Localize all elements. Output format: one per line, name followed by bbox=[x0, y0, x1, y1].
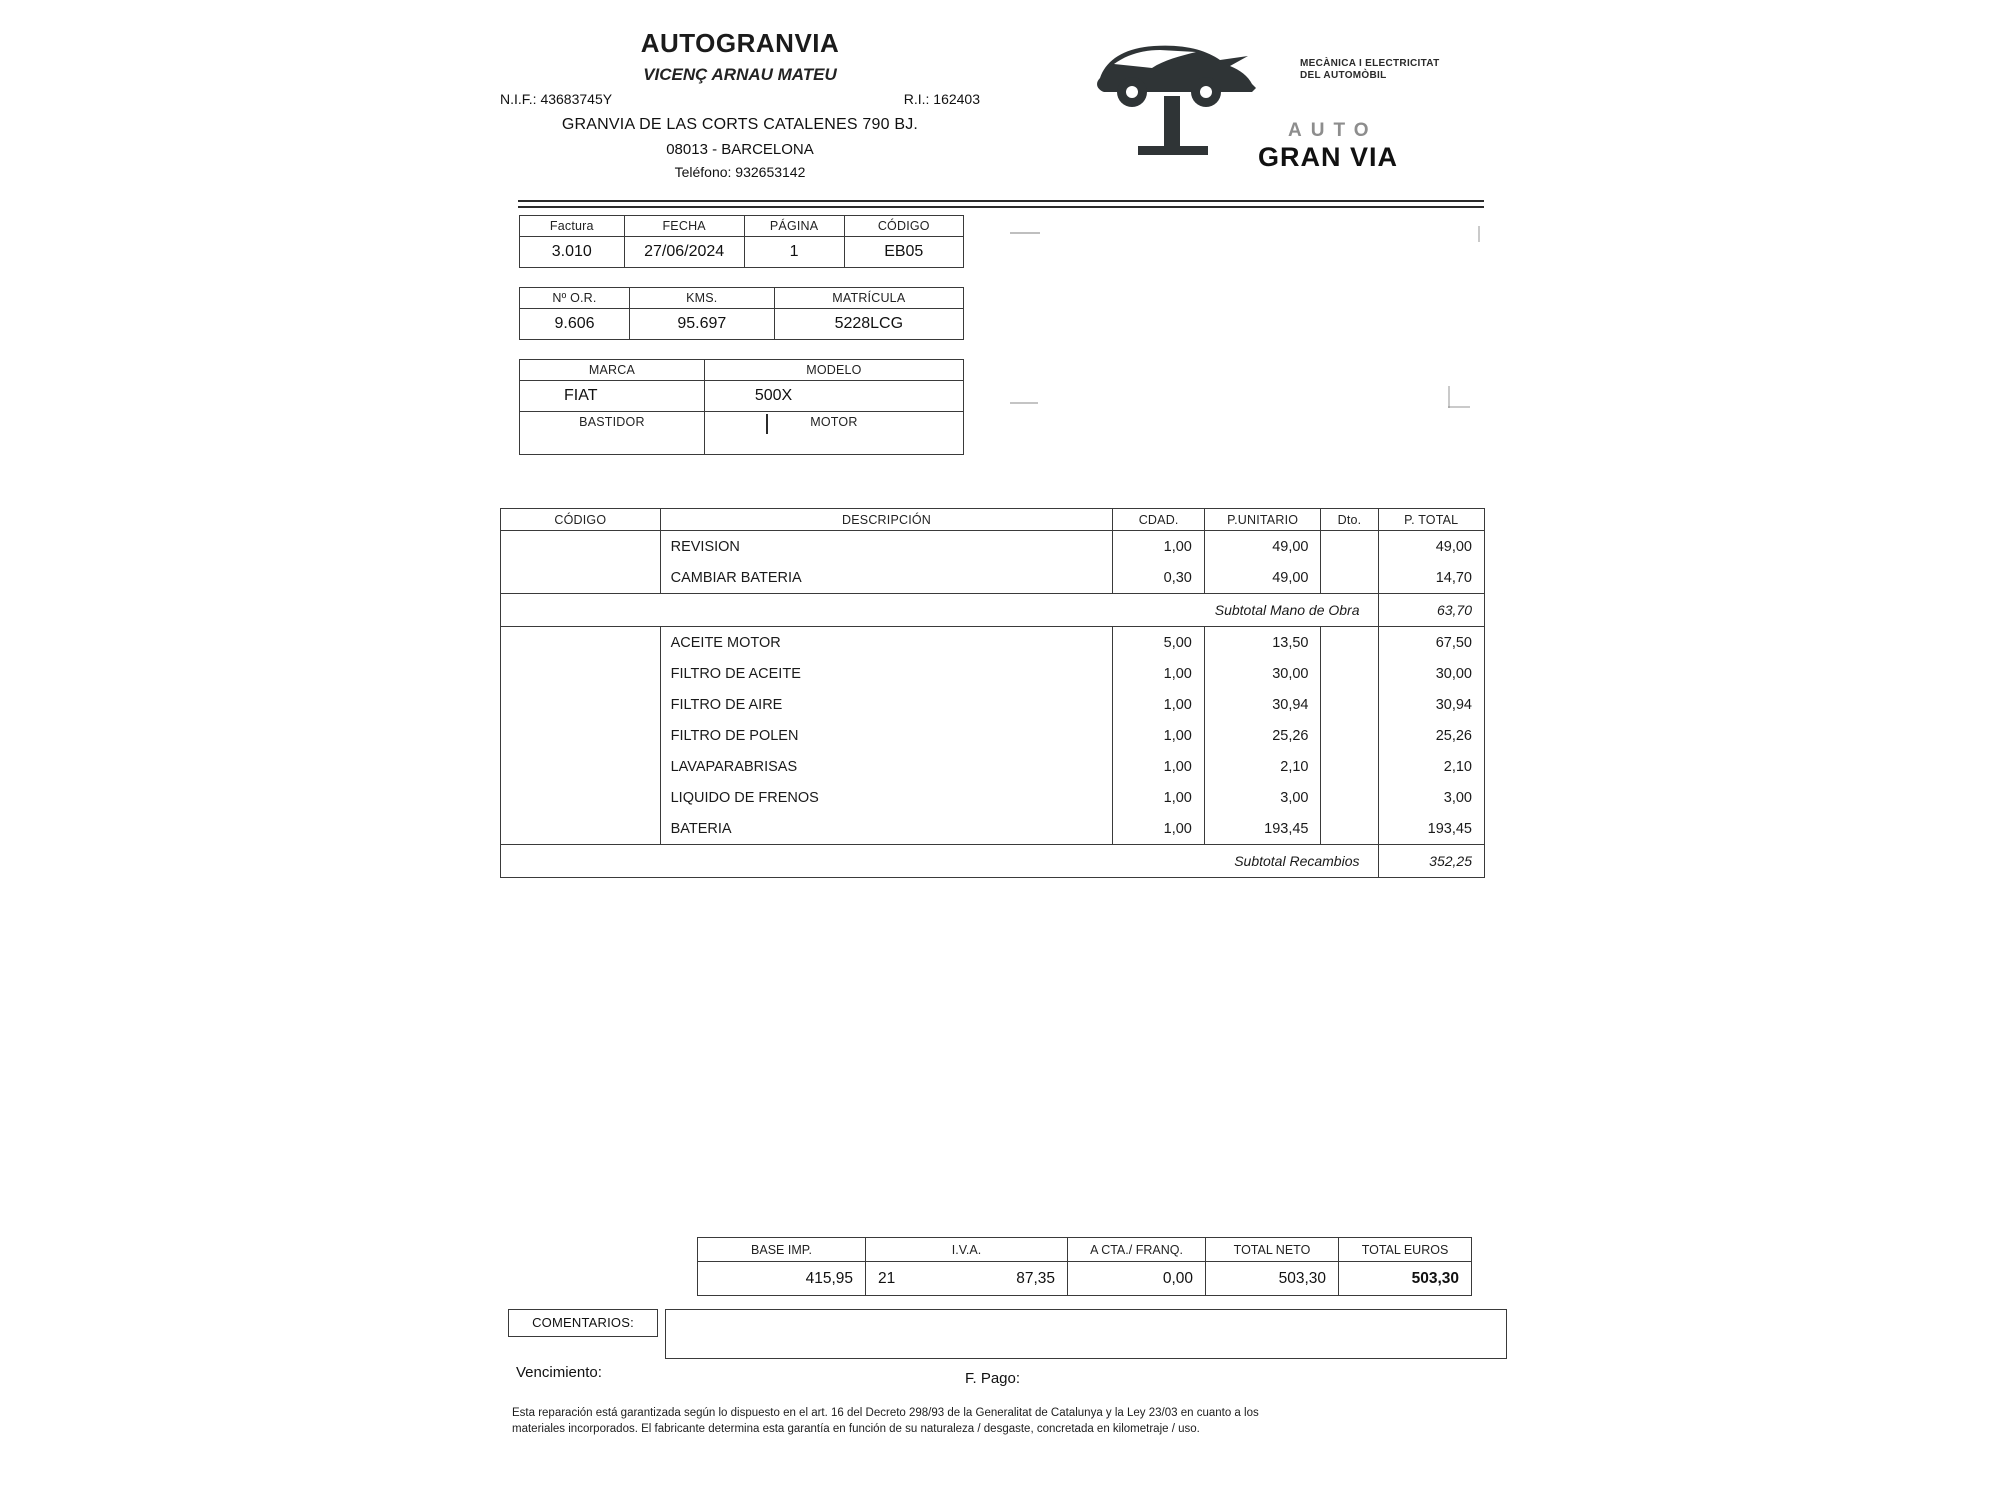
logo-auto-text: AUTO bbox=[1288, 120, 1378, 141]
col-numero-or: Nº O.R. bbox=[520, 288, 630, 309]
company-logo bbox=[1080, 30, 1460, 160]
col-total-neto: TOTAL NETO bbox=[1206, 1238, 1339, 1262]
cell-unitario: 30,00 bbox=[1204, 658, 1321, 689]
company-owner: VICENÇ ARNAU MATEU bbox=[643, 65, 837, 84]
company-nif: N.I.F.: 43683745Y bbox=[500, 91, 613, 107]
labour-subtotal-label: Subtotal Mano de Obra bbox=[501, 594, 1379, 627]
table-row bbox=[501, 751, 1485, 782]
car-lift-icon bbox=[1080, 30, 1280, 160]
items-header-row bbox=[501, 509, 1485, 531]
col-bastidor: BASTIDOR bbox=[520, 412, 705, 433]
table-row bbox=[501, 689, 1485, 720]
cell-dto bbox=[1321, 658, 1378, 689]
labour-subtotal-value: 63,70 bbox=[1378, 594, 1485, 627]
table-row bbox=[501, 658, 1485, 689]
logo-granvia-text: GRAN VIA bbox=[1258, 142, 1399, 172]
cell-cdad: 1,00 bbox=[1113, 782, 1204, 813]
cell-total: 193,45 bbox=[1378, 813, 1485, 845]
col-iva: I.V.A. bbox=[866, 1238, 1068, 1262]
col-fecha: FECHA bbox=[624, 216, 744, 237]
table-row bbox=[501, 813, 1485, 845]
cell-cdad: 5,00 bbox=[1113, 627, 1204, 659]
cell-unitario: 49,00 bbox=[1204, 562, 1321, 594]
value-a-cuenta: 0,00 bbox=[1068, 1262, 1206, 1296]
cell-unitario: 3,00 bbox=[1204, 782, 1321, 813]
legal-line-1: Esta reparación está garantizada según lo dispuesto en el art. 16 del Decreto 298/93 de la Generalitat de Catalunya y la Ley 23/03 en cuanto a los bbox=[512, 1407, 1259, 1419]
value-factura: 3.010 bbox=[520, 237, 625, 268]
value-marca: FIAT bbox=[520, 381, 705, 412]
table-subheader-row bbox=[520, 412, 964, 433]
logo-tagline bbox=[1300, 58, 1439, 82]
value-modelo: 500X bbox=[704, 381, 963, 412]
cell-descripcion: FILTRO DE AIRE bbox=[660, 689, 1113, 720]
cell-codigo bbox=[501, 531, 661, 563]
cell-descripcion: REVISION bbox=[660, 531, 1113, 563]
labour-subtotal-row bbox=[501, 594, 1485, 627]
cell-dto bbox=[1321, 782, 1378, 813]
value-fecha: 27/06/2024 bbox=[624, 237, 744, 268]
company-phone: Teléfono: 932653142 bbox=[674, 164, 806, 180]
table-row bbox=[501, 720, 1485, 751]
scan-mark-5 bbox=[1448, 406, 1470, 408]
col-factura: Factura bbox=[520, 216, 625, 237]
table-row bbox=[501, 782, 1485, 813]
value-bastidor bbox=[520, 432, 705, 455]
cell-unitario: 193,45 bbox=[1204, 813, 1321, 845]
cell-total: 14,70 bbox=[1378, 562, 1485, 594]
cell-descripcion: ACEITE MOTOR bbox=[660, 627, 1113, 659]
value-base-imp: 415,95 bbox=[698, 1262, 866, 1296]
cell-total: 25,26 bbox=[1378, 720, 1485, 751]
table-header-row bbox=[520, 288, 964, 309]
cell-descripcion: FILTRO DE ACEITE bbox=[660, 658, 1113, 689]
col-codigo: CÓDIGO bbox=[844, 216, 963, 237]
cell-codigo bbox=[501, 658, 661, 689]
parts-subtotal-value: 352,25 bbox=[1378, 845, 1485, 878]
cell-cdad: 1,00 bbox=[1113, 658, 1204, 689]
header-rule-top bbox=[518, 200, 1484, 202]
scan-mark-1 bbox=[1010, 232, 1040, 234]
vencimiento-label: Vencimiento: bbox=[516, 1364, 602, 1381]
cell-unitario: 13,50 bbox=[1204, 627, 1321, 659]
cell-unitario: 30,94 bbox=[1204, 689, 1321, 720]
cell-codigo bbox=[501, 689, 661, 720]
cell-dto bbox=[1321, 562, 1378, 594]
col-a-cuenta: A CTA./ FRANQ. bbox=[1068, 1238, 1206, 1262]
company-ids bbox=[500, 91, 980, 109]
table-header-row bbox=[520, 216, 964, 237]
cell-total: 30,00 bbox=[1378, 658, 1485, 689]
table-row bbox=[501, 562, 1485, 594]
col-marca: MARCA bbox=[520, 360, 705, 381]
cell-codigo bbox=[501, 782, 661, 813]
scan-mark-4 bbox=[1448, 386, 1450, 408]
cell-unitario: 25,26 bbox=[1204, 720, 1321, 751]
forma-pago-label: F. Pago: bbox=[965, 1370, 1021, 1387]
cell-cdad: 1,00 bbox=[1113, 531, 1204, 563]
col-ptotal: P. TOTAL bbox=[1378, 509, 1485, 531]
cell-total: 49,00 bbox=[1378, 531, 1485, 563]
cell-cdad: 1,00 bbox=[1113, 813, 1204, 845]
cell-descripcion: LAVAPARABRISAS bbox=[660, 751, 1113, 782]
value-pagina: 1 bbox=[744, 237, 844, 268]
cell-unitario: 49,00 bbox=[1204, 531, 1321, 563]
cell-dto bbox=[1321, 720, 1378, 751]
company-header bbox=[500, 28, 980, 180]
company-address: GRANVIA DE LAS CORTS CATALENES 790 BJ. bbox=[561, 116, 919, 133]
cell-codigo bbox=[501, 813, 661, 845]
parts-subtotal-label: Subtotal Recambios bbox=[501, 845, 1379, 878]
table-row bbox=[520, 432, 964, 455]
company-name: AUTOGRANVIA bbox=[640, 28, 840, 58]
cell-descripcion: BATERIA bbox=[660, 813, 1113, 845]
comments-label: COMENTARIOS: bbox=[508, 1309, 658, 1337]
col-descripcion: DESCRIPCIÓN bbox=[660, 509, 1113, 531]
value-matricula: 5228LCG bbox=[774, 309, 963, 340]
table-row bbox=[501, 627, 1485, 659]
cell-cdad: 1,00 bbox=[1113, 751, 1204, 782]
line-items-table bbox=[500, 508, 1485, 878]
cell-cdad: 1,00 bbox=[1113, 720, 1204, 751]
cell-cdad: 1,00 bbox=[1113, 689, 1204, 720]
col-punitario: P.UNITARIO bbox=[1204, 509, 1321, 531]
value-numero-or: 9.606 bbox=[520, 309, 630, 340]
table-row bbox=[501, 531, 1485, 563]
table-row bbox=[520, 237, 964, 268]
cell-unitario: 2,10 bbox=[1204, 751, 1321, 782]
comments-field[interactable] bbox=[665, 1309, 1507, 1359]
cell-total: 30,94 bbox=[1378, 689, 1485, 720]
logo-tagline-line1: MECÀNICA I ELECTRICITAT bbox=[1300, 58, 1440, 69]
cell-total: 67,50 bbox=[1378, 627, 1485, 659]
value-iva-amount: 87,35 bbox=[935, 1262, 1068, 1296]
vehicle-info-table bbox=[519, 359, 964, 455]
col-matricula: MATRÍCULA bbox=[774, 288, 963, 309]
cell-codigo bbox=[501, 562, 661, 594]
totals-value-row bbox=[698, 1262, 1472, 1296]
col-cdad: CDAD. bbox=[1113, 509, 1204, 531]
cell-total: 3,00 bbox=[1378, 782, 1485, 813]
cell-codigo bbox=[501, 751, 661, 782]
legal-line-2: materiales incorporados. El fabricante determina esta garantía en función de su naturaleza / desgaste, concretada en kilometraje / uso. bbox=[512, 1423, 1200, 1435]
cell-dto bbox=[1321, 689, 1378, 720]
logo-tagline-line2: DEL AUTOMÒBIL bbox=[1300, 70, 1387, 81]
legal-notice bbox=[512, 1405, 1502, 1437]
cell-dto bbox=[1321, 813, 1378, 845]
table-header-row bbox=[520, 360, 964, 381]
company-city: 08013 - BARCELONA bbox=[666, 141, 814, 158]
cell-descripcion: FILTRO DE POLEN bbox=[660, 720, 1113, 751]
value-kms: 95.697 bbox=[630, 309, 775, 340]
table-row bbox=[520, 309, 964, 340]
parts-subtotal-row bbox=[501, 845, 1485, 878]
totals-table bbox=[697, 1237, 1472, 1296]
invoice-info-table bbox=[519, 215, 964, 268]
totals-header-row bbox=[698, 1238, 1472, 1262]
table-row bbox=[520, 381, 964, 412]
order-info-table bbox=[519, 287, 964, 340]
cell-dto bbox=[1321, 751, 1378, 782]
cell-cdad: 0,30 bbox=[1113, 562, 1204, 594]
company-ri: R.I.: 162403 bbox=[903, 91, 980, 107]
scan-mark-3 bbox=[1010, 402, 1038, 404]
cell-descripcion: CAMBIAR BATERIA bbox=[660, 562, 1113, 594]
col-base-imp: BASE IMP. bbox=[698, 1238, 866, 1262]
col-codigo: CÓDIGO bbox=[501, 509, 661, 531]
cell-descripcion: LIQUIDO DE FRENOS bbox=[660, 782, 1113, 813]
value-total-neto: 503,30 bbox=[1206, 1262, 1339, 1296]
cell-dto bbox=[1321, 531, 1378, 563]
value-codigo: EB05 bbox=[844, 237, 963, 268]
col-kms: KMS. bbox=[630, 288, 775, 309]
cell-codigo bbox=[501, 627, 661, 659]
cell-total: 2,10 bbox=[1378, 751, 1485, 782]
cell-codigo bbox=[501, 720, 661, 751]
col-total-euros: TOTAL EUROS bbox=[1339, 1238, 1472, 1262]
col-pagina: PÁGINA bbox=[744, 216, 844, 237]
col-motor: MOTOR bbox=[704, 412, 963, 433]
scan-mark-2 bbox=[1478, 226, 1480, 242]
value-motor bbox=[704, 432, 963, 455]
col-modelo: MODELO bbox=[704, 360, 963, 381]
value-iva-rate: 21 bbox=[866, 1262, 936, 1296]
value-total-euros: 503,30 bbox=[1339, 1262, 1472, 1296]
header-rule-bottom bbox=[518, 206, 1484, 208]
cell-dto bbox=[1321, 627, 1378, 659]
bastidor-separator bbox=[766, 414, 768, 434]
col-dto: Dto. bbox=[1321, 509, 1378, 531]
